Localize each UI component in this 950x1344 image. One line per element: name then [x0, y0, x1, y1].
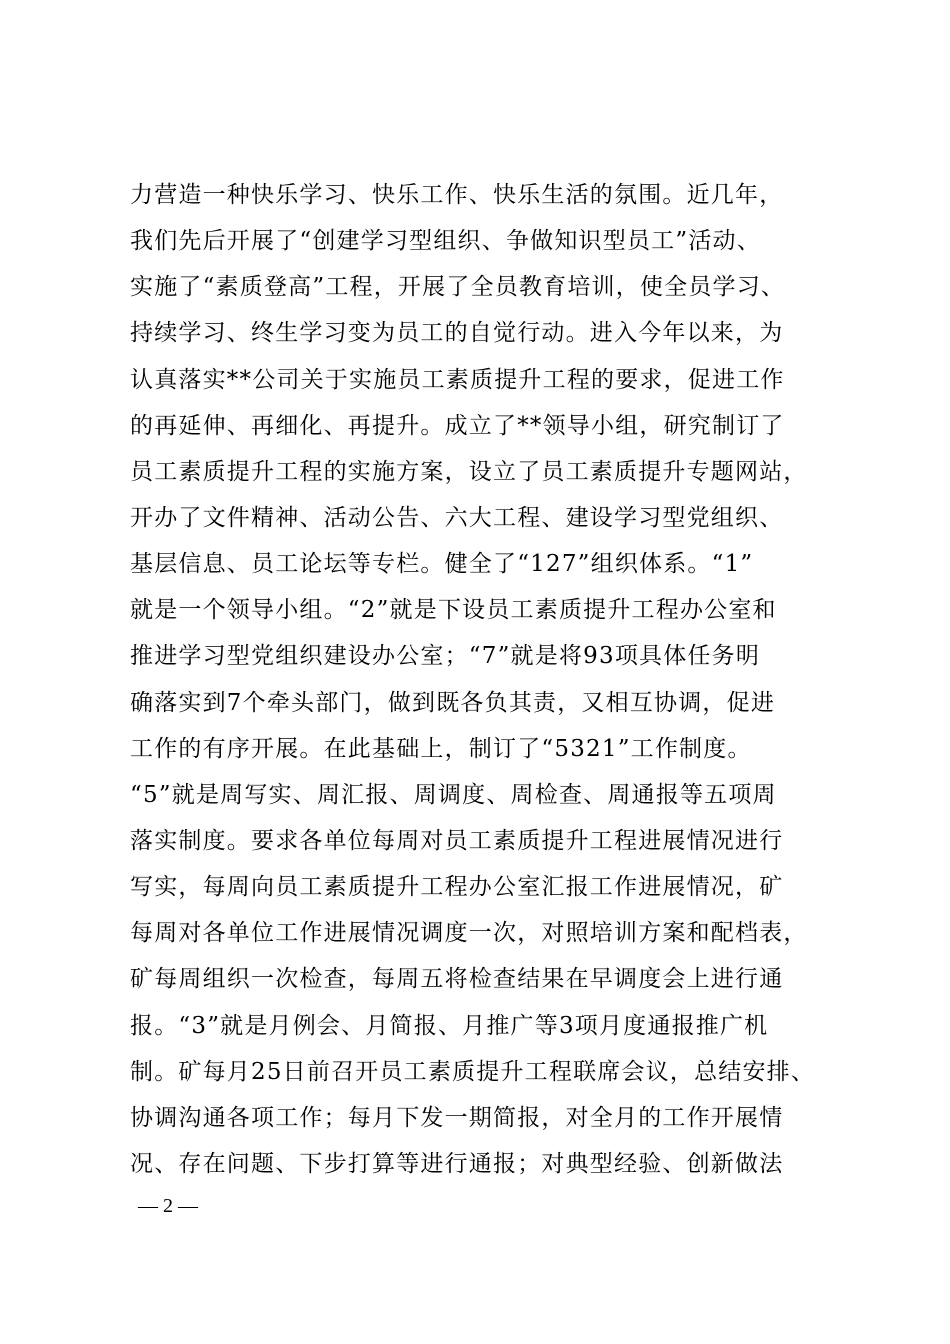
- text-line: 推进学习型党组织建设办公室；“7”就是将93项具体任务明: [130, 643, 761, 670]
- text-line: 认真落实**公司关于实施员工素质提升工程的要求，促进工作: [130, 366, 785, 393]
- body-text: [130, 172, 850, 1187]
- text-line: 确落实到7个牵头部门，做到既各负其责，又相互协调，促进: [130, 689, 776, 716]
- text-line: 矿每周组织一次检查，每周五将检查结果在早调度会上进行通: [130, 966, 784, 993]
- text-line: 工作的有序开展。在此基础上，制订了“5321”工作制度。: [130, 735, 752, 762]
- text-line: 就是一个领导小组。“2”就是下设员工素质提升工程办公室和: [130, 597, 777, 624]
- text-line: 写实，每周向员工素质提升工程办公室汇报工作进展情况，矿: [130, 874, 784, 901]
- text-line: 员工素质提升工程的实施方案，设立了员工素质提升专题网站，: [130, 458, 808, 485]
- text-line: 基层信息、员工论坛等专栏。健全了“127”组织体系。“1”: [130, 551, 754, 578]
- text-line: 的再延伸、再细化、再提升。成立了**领导小组，研究制订了: [130, 412, 785, 439]
- text-line: 落实制度。要求各单位每周对员工素质提升工程进展情况进行: [130, 827, 784, 854]
- text-line: 协调沟通各项工作；每月下发一期简报，对全月的工作开展情: [130, 1104, 784, 1131]
- text-line: 报。“3”就是月例会、月简报、月推广等3项月度通报推广机: [130, 1012, 769, 1039]
- text-line: 制。矿每月25日前召开员工素质提升工程联席会议，总结安排、: [130, 1058, 816, 1085]
- text-line: 持续学习、终生学习变为员工的自觉行动。进入今年以来，为: [130, 320, 784, 347]
- text-line: 每周对各单位工作进展情况调度一次，对照培训方案和配档表，: [130, 920, 808, 947]
- text-line: 实施了“素质登高”工程，开展了全员教育培训，使全员学习、: [130, 274, 786, 301]
- text-line: 我们先后开展了“创建学习型组织、争做知识型员工”活动、: [130, 228, 761, 255]
- page-number: — 2 —: [138, 1195, 198, 1217]
- text-line: “5”就是周写实、周汇报、周调度、周检查、周通报等五项周: [130, 781, 777, 808]
- text-line: 力营造一种快乐学习、快乐工作、快乐生活的氛围。近几年，: [130, 182, 784, 208]
- text-line: 况、存在问题、下步打算等进行通报；对典型经验、创新做法: [130, 1150, 784, 1177]
- text-line: 开办了文件精神、活动公告、六大工程、建设学习型党组织、: [130, 504, 784, 531]
